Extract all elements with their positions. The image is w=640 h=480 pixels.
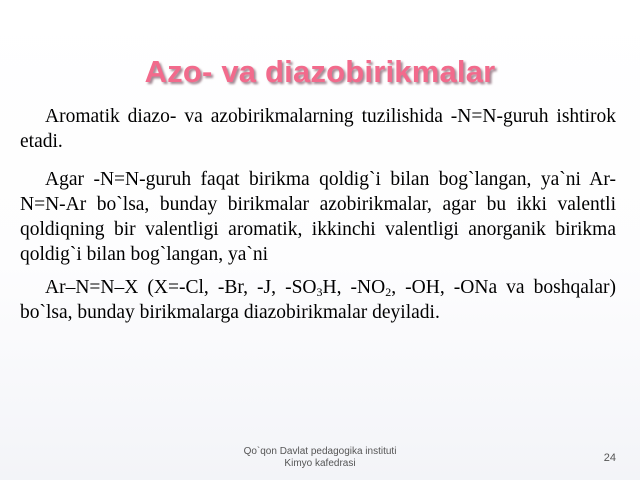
paragraph-3-part-1: Ar–N=N–X (X=-Cl, -Br, -J, -SO: [45, 277, 317, 298]
footer: [200, 446, 440, 470]
paragraph-3: [20, 275, 616, 325]
paragraph-3-part-3: , -OH, -ONa va boshqalar) bo`lsa, bunday birikmalarga diazobirikmalar deyiladi.: [20, 277, 616, 323]
slide-body: [20, 104, 616, 338]
subscript-2: 2: [385, 285, 392, 299]
paragraph-3-part-2: H, -NO: [322, 277, 386, 298]
slide-title: Azo- va diazobirikmalar: [144, 54, 496, 89]
paragraph-2: Agar -N=N-guruh faqat birikma qoldig`i bilan bog`langan, ya`ni Ar-N=N-Ar bo`lsa, bunday birikmalar azobirikmalar, agar bu ikki valentli qoldiqning bir valentligi aromatik, ikkinchi valentligi anorganik birikma qoldig`i bilan bog`langan, ya`ni: [20, 169, 616, 265]
footer-department: Kimyo kafedrasi: [284, 458, 356, 469]
footer-institution: Qo`qon Davlat pedagogika instituti: [243, 446, 397, 457]
subscript-3: 3: [316, 285, 323, 299]
page-number: 24: [603, 452, 616, 464]
paragraph-1: Aromatik diazo- va azobirikmalarning tuzilishida -N=N-guruh ishtirok etadi.: [20, 106, 616, 152]
